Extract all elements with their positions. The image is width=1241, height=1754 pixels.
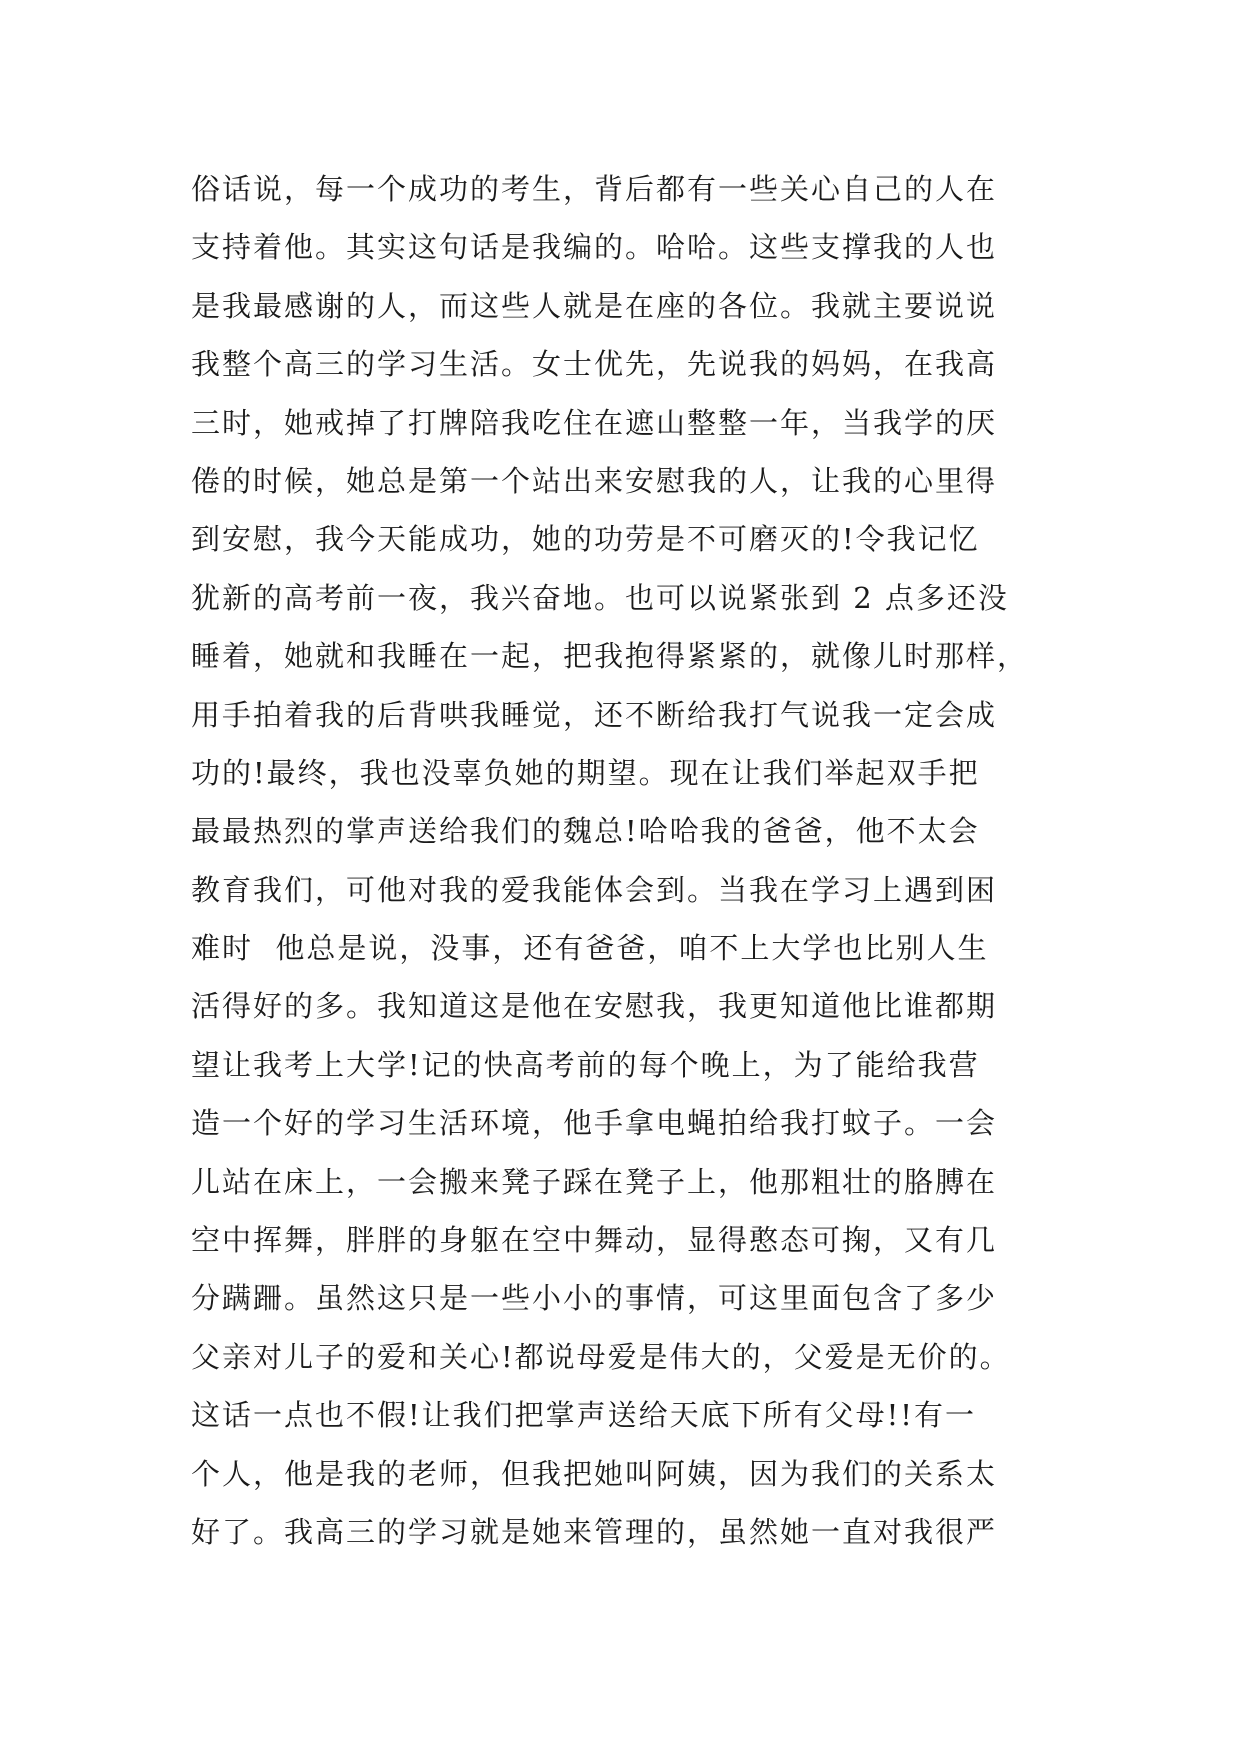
text-line: 活得好的多。我知道这是他在安慰我，我更知道他比谁都期: [191, 989, 998, 1024]
text-line: 支持着他。其实这句话是我编的。哈哈。这些支撑我的人也: [191, 230, 998, 265]
text-line: 望让我考上大学!记的快高考前的每个晚上，为了能给我营: [191, 1047, 980, 1082]
text-line: 用手拍着我的后背哄我睡觉，还不断给我打气说我一定会成: [191, 697, 998, 732]
text-line: 最最热烈的掌声送给我们的魏总!哈哈我的爸爸，他不太会: [191, 814, 980, 849]
text-line: 造一个好的学习生活环境，他手拿电蝇拍给我打蚊子。一会: [191, 1106, 998, 1141]
text-line: 倦的时候，她总是第一个站出来安慰我的人，让我的心里得: [191, 463, 998, 498]
text-line: 儿站在床上，一会搬来凳子踩在凳子上，他那粗壮的胳膊在: [191, 1164, 998, 1199]
text-line: 教育我们，可他对我的爱我能体会到。当我在学习上遇到困: [191, 872, 998, 907]
text-line: 这话一点也不假!让我们把掌声送给天底下所有父母!!有一: [191, 1398, 976, 1433]
text-line: 分蹒跚。虽然这只是一些小小的事情，可这里面包含了多少: [191, 1281, 998, 1316]
text-line: 难时 他总是说，没事，还有爸爸，咱不上大学也比别人生: [191, 931, 989, 966]
text-line: 是我最感谢的人，而这些人就是在座的各位。我就主要说说: [191, 288, 998, 323]
text-line: 到安慰，我今天能成功，她的功劳是不可磨灭的!令我记忆: [191, 522, 980, 557]
text-line: 犹新的高考前一夜，我兴奋地。也可以说紧张到 2 点多还没: [191, 580, 1009, 615]
text-line: 个人，他是我的老师，但我把她叫阿姨，因为我们的关系太: [191, 1456, 998, 1491]
text-line: 空中挥舞，胖胖的身躯在空中舞动，显得憨态可掬，又有几: [191, 1223, 998, 1258]
text-line: 俗话说，每一个成功的考生，背后都有一些关心自己的人在: [191, 172, 998, 206]
body-text: [191, 160, 1091, 1561]
text-line: 睡着，她就和我睡在一起，把我抱得紧紧的，就像儿时那样，: [191, 639, 1029, 674]
text-line: 功的!最终，我也没辜负她的期望。现在让我们举起双手把: [191, 755, 980, 790]
text-line: 好了。我高三的学习就是她来管理的，虽然她一直对我很严: [191, 1514, 998, 1549]
text-line: 父亲对儿子的爱和关心!都说母爱是伟大的，父爱是无价的。: [191, 1339, 1011, 1374]
text-line: 我整个高三的学习生活。女士优先，先说我的妈妈，在我高: [191, 347, 998, 382]
text-line: 三时，她戒掉了打牌陪我吃住在遮山整整一年，当我学的厌: [191, 405, 998, 440]
